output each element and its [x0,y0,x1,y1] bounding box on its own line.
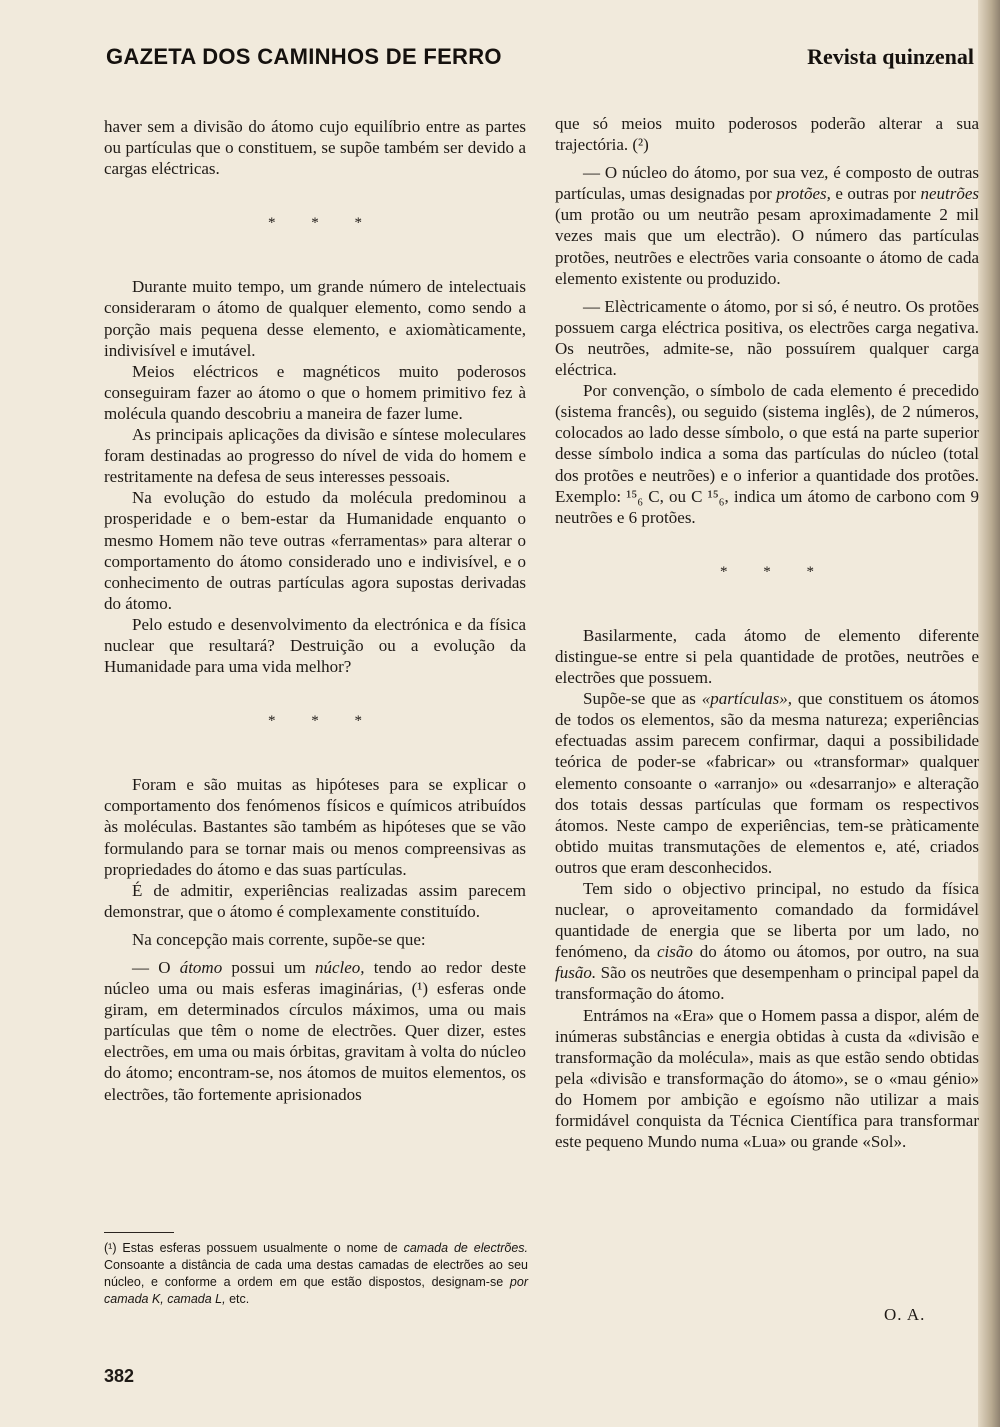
paragraph: Na concepção mais corrente, supõe-se que: [132,929,426,949]
paragraph [104,957,526,1105]
paragraph: que só meios muito poderosos poderão alterar a sua trajectória. (²) [555,114,979,155]
text-run: possui um [222,958,315,977]
section-separator: * * * [720,563,830,580]
paragraph: Basilarmente, cada átomo de elemento diferente distingue-se entre si pela quantidade de protões, neutrões e electrões que possuem. [555,625,979,688]
publication-title: GAZETA DOS CAMINHOS DE FERRO [106,44,502,69]
italic-term: núcleo, [314,958,365,977]
paragraph: — Elèctricamente o átomo, por si só, é neutro. Os protões possuem carga eléctrica positiva, os electrões carga negativa. Os neutrões, admite-se, não possuírem qualquer carga eléctrica. [555,296,979,380]
paragraph: Foram e são muitas as hipóteses para se explicar o comportamento dos fenómenos físicos e químicos atribuídos às moléculas. Bastantes são também as hipóteses que se vão formulando para se tornar mais ou menos compreensivas as propriedades do átomo e das suas partículas. [104,775,526,879]
section-separator: * * * [268,713,378,730]
text-run: indica um átomo de carbono com 9 neutrões e 6 protões. [555,486,979,527]
italic-term: neutrões [920,184,979,204]
italic-term: cisão [656,942,693,962]
text-run: (¹) Estas esferas possuem usualmente o nome de [104,1241,404,1255]
text-run: Tem sido o objectivo principal, no estudo da física nuclear, o aproveitamento comandado da formidável quantidade de energia que se liberta por um lado, no fenómeno, da [555,879,979,962]
paragraph: As principais aplicações da divisão e síntese moleculares foram destinadas ao progresso do nível de vida do homem e restritamente na defesa de seus interesses pessoais. [104,425,526,487]
text-run: do átomo ou átomos, por outro, na sua [692,942,979,962]
publication-subtitle: Revista quinzenal [807,44,974,69]
text-run: e outras por [830,184,921,204]
paragraph: Durante muito tempo, um grande número de intelectuais consideraram o átomo de qualquer elemento, como sendo a porção mais pequena desse elemento, e axiomàticamente, indivisível e imutável. [104,277,526,360]
paragraph: Meios eléctricos e magnéticos muito poderosos conseguiram fazer ao átomo o que o homem primitivo fez à molécula quando descobriu a maneira de fazer lume. [104,361,526,423]
right-column [555,113,979,1152]
text-run: — O núcleo do átomo, por sua vez, é composto de outras partículas, umas designadas por [555,163,979,204]
italic-term: por camada K, camada L, [104,1275,528,1306]
footnote-rule [104,1232,174,1233]
text-run: São os neutrões que desempenham o principal papel da transformação do átomo. [555,963,979,1004]
text-run: etc. [225,1292,250,1306]
text-run: — O [132,958,180,977]
paragraph: Entrámos na «Era» que o Homem passa a dispor, além de inúmeras substâncias e energia obtidas à custa da «divisão e transformação da molécula», mais as que estão sendo obtidas pela «divisão e transformação do átomo», se o «mau génio» do Homem por ambição e egoísmo não utilizar a mais formidável conquista da Técnica Científica para transformar este pequeno Mundo numa «Lua» ou grande «Sol». [555,1005,979,1152]
left-column [104,116,526,1105]
italic-term: camada de electrões. [403,1241,529,1255]
page-number: 382 [104,1366,135,1386]
author-signature: O. A. [884,1305,926,1324]
isotope-notation: ¹⁵₆ C, ou C ¹⁵₆, [626,486,729,506]
italic-term: «partículas», [701,689,792,709]
paragraph [555,162,979,289]
footnote [104,1240,528,1308]
paragraph: Pelo estudo e desenvolvimento da electrónica e da física nuclear que resultará? Destruição ou a evolução da Humanidade para uma vida melhor? [104,614,526,677]
italic-term: fusão. [555,963,597,983]
text-run: Consoante a distância de cada uma destas camadas de electrões ao seu núcleo, e conforme a ordem em que estão dispostos, designam-se [104,1258,528,1289]
text-run: tendo ao redor deste núcleo uma ou mais esferas imaginárias, (¹) esferas onde giram, em determinados círculos máximos, uma ou mais partículas que têm o nome de electrões. Quer dizer, estes electrões, em uma ou mais órbitas, gravitam à volta do núcleo do átomo; encontram-se, nos átomos de muitos elementos, os electrões, tão fortemente aprisionados [104,958,526,1104]
paragraph [555,688,979,878]
text-run: Por convenção, o símbolo de cada elemento é precedido (sistema francês), ou seguido (sistema inglês), de 2 números, colocados ao lado desse símbolo, o que está na parte superior desse símbolo indica a soma das partículas do núcleo (total dos protões e neutrões) e o inferior a quantidade dos protões. Exemplo: [555,381,979,506]
paragraph: haver sem a divisão do átomo cujo equilíbrio entre as partes ou partículas que o constituem, se supõe também ser devido a cargas eléctricas. [104,117,526,179]
text-run: Supõe-se que as [583,689,702,709]
paragraph: Na evolução do estudo da molécula predominou a prosperidade e o bem-estar da Humanidade enquanto o mesmo Homem não teve outras «ferramentas» para alterar o comportamento do átomo considerado uno e indivisível, e o conhecimento de outras partículas agora supostas derivadas do átomo. [104,488,526,613]
italic-term: átomo [179,958,223,977]
italic-term: protões, [776,184,831,204]
text-run: que constituem os átomos de todos os elementos, são da mesma natureza; experiências efectuadas assim parecem confirmar, daqui a possibilidade teórica de poder-se «fabricar» ou «transformar» qualquer elemento consoante o «arranjo» ou «desarranjo» e alteração dos totais dessas partículas que formam os respectivos átomos. Neste campo de experiências, tem-se pràticamente obtido muitas transmutações de elementos e, até, criados outros que eram desconhecidos. [555,689,980,877]
section-separator: * * * [268,215,378,232]
page-edge [978,0,1000,1427]
text-run: (um protão ou um neutrão pesam aproximadamente 2 mil vezes mais que um electrão). O número das partículas protões, neutrões e electrões varia consoante o átomo de cada elemento existente ou produzido. [555,205,979,288]
paragraph [555,878,979,1005]
paragraph [555,380,979,528]
paragraph: É de admitir, experiências realizadas assim parecem demonstrar, que o átomo é complexamente constituído. [104,880,526,921]
